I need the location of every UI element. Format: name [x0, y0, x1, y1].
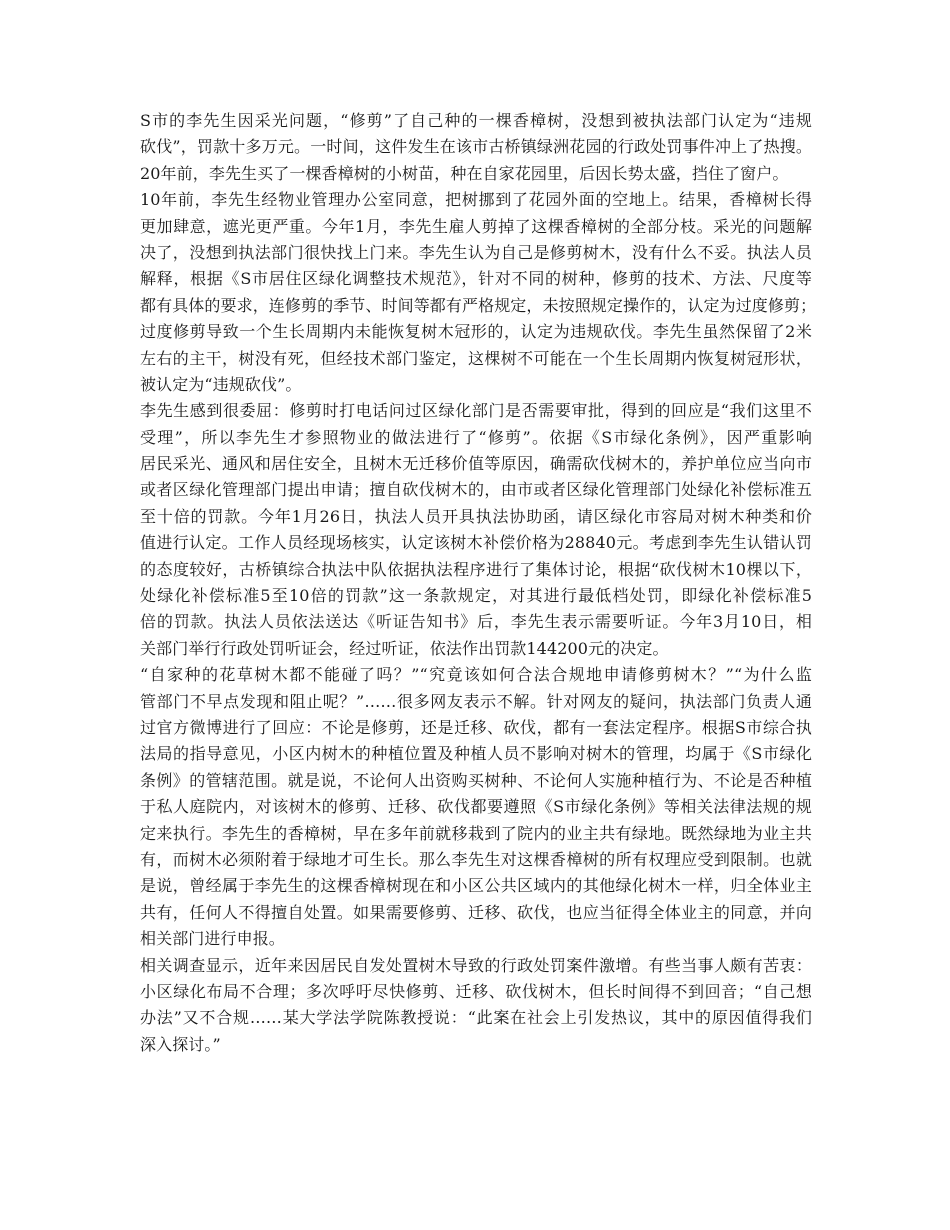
text-line: 解释，根据《S市居住区绿化调整技术规范》，针对不同的树种，修剪的技术、方法、尺度等 [140, 269, 812, 289]
text-line: 深入探讨。” [140, 1034, 221, 1054]
text-line: 相关部门进行申报。 [140, 929, 285, 949]
text-line: 相关调查显示，近年来因居民自发处置树木导致的行政处罚案件激增。有些当事人颇有苦衷： [140, 955, 812, 975]
text-line: 过度修剪导致一个生长周期内未能恢复树木冠形的，认定为违规砍伐。李先生虽然保留了2米 [140, 322, 812, 342]
text-line: 条例》的管辖范围。就是说，不论何人出资购买树种、不论何人实施种植行为、不论是否种植 [140, 770, 812, 790]
text-line: 法局的指导意见，小区内树木的种植位置及种植人员不影响对树木的管理，均属于《S市绿化 [140, 744, 812, 764]
text-line: 20年前，李先生买了一棵香樟树的小树苗，种在自家花园里，后因长势太盛，挡住了窗户。 [140, 163, 789, 183]
text-line: 于私人庭院内，对该树木的修剪、迁移、砍伐都要遵照《S市绿化条例》等相关法律法规的规 [140, 797, 812, 817]
text-line: 处绿化补偿标准5至10倍的罚款”这一条款规定，对其进行最低档处罚，即绿化补偿标准5 [140, 586, 812, 606]
text-line: 被认定为“违规砍伐”。 [140, 374, 302, 394]
text-line: 的态度较好，古桥镇综合执法中队依据执法程序进行了集体讨论，根据“砍伐树木10棵以下， [140, 559, 812, 579]
text-line: 是说，曾经属于李先生的这棵香樟树现在和小区公共区域内的其他绿化树木一样，归全体业主 [140, 876, 812, 896]
text-line: 砍伐”，罚款十多万元。一时间，这件发生在该市古桥镇绿洲花园的行政处罚事件冲上了热搜。 [140, 137, 812, 157]
text-line: 小区绿化布局不合理；多次呼吁尽快修剪、迁移、砍伐树木，但长时间得不到回音；“自己想 [140, 981, 812, 1001]
text-line: 李先生感到很委屈：修剪时打电话问过区绿化部门是否需要审批，得到的回应是“我们这里不 [140, 401, 812, 421]
text-line: S市的李先生因采光问题，“修剪”了自己种的一棵香樟树，没想到被执法部门认定为“违规 [140, 111, 812, 130]
text-line: 值进行认定。工作人员经现场核实，认定该树木补偿价格为28840元。考虑到李先生认错认罚 [140, 533, 812, 553]
text-line: 办法”又不合规……某大学法学院陈教授说：“此案在社会上引发热议，其中的原因值得我们 [140, 1008, 812, 1028]
text-line: “自家种的花草树木都不能碰了吗？”“究竟该如何合法合规地申请修剪树木？”“为什么监 [140, 665, 812, 685]
document-body [140, 108, 817, 1058]
text-line: 居民采光、通风和居住安全，且树木无迁移价值等原因，确需砍伐树木的，养护单位应当向市 [140, 454, 812, 474]
text-line: 左右的主干，树没有死，但经技术部门鉴定，这棵树不可能在一个生长周期内恢复树冠形状， [140, 348, 812, 368]
text-line: 10年前，李先生经物业管理办公室同意，把树挪到了花园外面的空地上。结果，香樟树长得 [140, 190, 812, 210]
text-line: 或者区绿化管理部门提出申请；擅自砍伐树木的，由市或者区绿化管理部门处绿化补偿标准五 [140, 480, 812, 500]
text-line: 定来执行。李先生的香樟树，早在多年前就移栽到了院内的业主共有绿地。既然绿地为业主共 [140, 823, 812, 843]
text-line: 受理”，所以李先生才参照物业的做法进行了“修剪”。依据《S市绿化条例》，因严重影响 [140, 427, 812, 447]
text-line: 都有具体的要求，连修剪的季节、时间等都有严格规定，未按照规定操作的，认定为过度修剪； [140, 295, 817, 315]
text-line: 过官方微博进行了回应：不论是修剪，还是迁移、砍伐，都有一套法定程序。根据S市综合执 [140, 717, 812, 737]
text-line: 倍的罚款。执法人员依法送达《听证告知书》后，李先生表示需要听证。今年3月10日，相 [140, 612, 812, 632]
text-line: 更加肆意，遮光更严重。今年1月，李先生雇人剪掉了这棵香樟树的全部分枝。采光的问题解 [140, 216, 812, 236]
text-line: 决了，没想到执法部门很快找上门来。李先生认为自己是修剪树木，没有什么不妥。执法人员 [140, 242, 812, 262]
text-line: 共有，任何人不得擅自处置。如果需要修剪、迁移、砍伐，也应当征得全体业主的同意，并向 [140, 902, 812, 922]
text-line: 管部门不早点发现和阻止呢？”……很多网友表示不解。针对网友的疑问，执法部门负责人通 [140, 691, 812, 711]
text-line: 有，而树木必须附着于绿地才可生长。那么李先生对这棵香樟树的所有权理应受到限制。也就 [140, 849, 812, 869]
text-line: 至十倍的罚款。今年1月26日，执法人员开具执法协助函，请区绿化市容局对树木种类和价 [140, 506, 812, 526]
text-line: 关部门举行行政处罚听证会，经过听证，依法作出罚款144200元的决定。 [140, 638, 669, 658]
